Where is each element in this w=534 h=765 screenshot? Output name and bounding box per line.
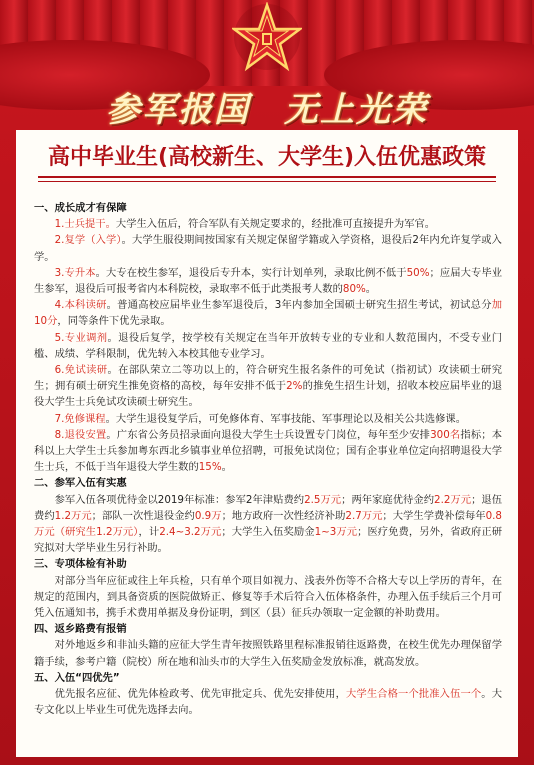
item-2-label: 2.复学（入学）	[54, 234, 122, 247]
sec2-hl-p: 1~3万元	[314, 526, 358, 539]
sec2-text-g: ；部队一次性退役金约	[91, 509, 195, 522]
section-5-heading: 五、入伍“四优先”	[34, 671, 120, 684]
section-4-text: 对外地返乡和非汕头籍的应征大学生青年按照铁路里程标准报销往返路费，在校生优先办理保留学籍手续，参考户籍（院校）所在地和汕头市的大学生入伍奖励金发放标准，就高发放。	[34, 639, 502, 668]
sec2-hl-f: 1.2万元	[54, 509, 92, 522]
item-3-label: 3.专升本	[54, 266, 96, 279]
item-5-label: 5.专业调剂	[54, 331, 108, 344]
item-5-text: 。退役后复学，按学校有关规定在当年开放转专业的专业和人数范围内，不受专业门槛、成绩、学科限制，优先转入本校其他专业学习。	[34, 331, 502, 360]
item-8-text-3: 。	[221, 461, 232, 474]
item-3-text-2: ；应届大专毕业生参军，退役后可报考省内本科院校，录取率不低于此类报考人数的	[34, 266, 502, 296]
section-3-text: 对部分当年应征或往上年兵检，只有单个项目如视力、浅表外伤等不合格大专以上学历的青年，在规定的范围内，到具备资质的医院做矫正、修复等手术后符合入伍体格条件，办理入伍手续后三个月可凭入伍通知书，携手术费用单据及身份证明，到区（县）征兵办领取一定金额的补助费用。	[34, 574, 502, 620]
sec2-text-e: ；退伍费约	[34, 493, 502, 522]
item-3-highlight-2: 80%	[342, 283, 366, 296]
policy-card	[16, 130, 518, 757]
section-1-item-3	[34, 265, 502, 297]
item-4-text-2: ，同等条件下优先录取。	[57, 315, 171, 328]
item-7-text: 。大学生退役复学后，可免修体育、军事技能、军事理论以及相关公共选修课。	[105, 412, 466, 425]
section-1-item-1	[34, 216, 502, 232]
sec2-hl-l: 0.8万元（研究生1.2万元）	[34, 509, 502, 539]
section-5-text	[34, 686, 502, 718]
sec2-text-a: 参军入伍各项优待金以2019年标准：参军2年津贴费约	[54, 493, 305, 506]
item-3-highlight-1: 50%	[406, 266, 430, 279]
policy-body	[34, 200, 502, 719]
section-2-text	[34, 492, 502, 557]
item-6-highlight: 2%	[286, 380, 303, 393]
item-3-text-3: 。	[365, 283, 377, 296]
policy-title: 高中毕业生(高校新生、大学生)入伍优惠政策	[47, 145, 487, 170]
section-1-item-5	[34, 330, 502, 362]
item-3-text: 。大专在校生参军，退役后专升本，实行计划单列，录取比例不低于	[95, 266, 407, 279]
item-1-label: 1.士兵提干。	[54, 218, 116, 231]
item-8-highlight-2: 15%	[198, 461, 222, 474]
section-4-heading: 四、返乡路费有报销	[34, 623, 127, 636]
army-star-emblem-icon	[232, 2, 302, 72]
item-8-highlight-1: 300名	[430, 428, 461, 441]
sec2-text-o: ；大学生入伍奖励金	[221, 526, 315, 539]
section-1-item-2	[34, 232, 502, 264]
slogan-left: 参军报国	[106, 89, 250, 130]
item-7-label: 7.免修课程	[54, 412, 106, 425]
title-rule-top	[38, 176, 496, 178]
item-6-text: 。在部队荣立二等功以上的，符合研究生报名条件的可免试（指初试）攻读硕士研究生；拥有硕士研究生推免资格的高校，每年安排不低于	[34, 364, 502, 393]
item-8-text: 。广东省公务员招录面向退役大学生士兵设置专门岗位，每年至少安排	[106, 428, 431, 441]
sec5-hl-b: 大学生合格一个批准入伍一个	[346, 688, 482, 701]
sec2-text-i: ；地方政府一次性经济补助	[221, 509, 346, 522]
section-1-item-6	[34, 362, 502, 411]
item-1-text: 大学生入伍后，符合军队有关规定要求的，经批准可直接提升为军官。	[115, 218, 436, 231]
section-1-item-7	[34, 411, 502, 427]
slogan-right: 无上光荣	[284, 89, 428, 130]
sec2-hl-h: 0.9万	[194, 509, 222, 522]
sec2-text-c: ；两年家庭优待金约	[341, 493, 435, 506]
sec5-text-c: 。大专文化以上毕业生可优先选择去向。	[34, 688, 503, 717]
item-6-text-2: 的推免生招生计划，招收本校应届毕业的退役大学生士兵免试攻读硕士研究生。	[34, 380, 503, 409]
slogan-banner	[0, 82, 534, 130]
item-6-label: 6.免试读研	[54, 364, 108, 377]
item-4-text: 。普通高校应届毕业生参军退役后，3年内参加全国硕士研究生招生考试，初试总分	[106, 299, 492, 312]
section-1-item-8	[34, 427, 502, 476]
sec2-text-q: ；医疗免费，另外，省政府正研究拟对大学毕业生另行补助。	[34, 526, 503, 555]
sec2-hl-d: 2.2万元	[434, 493, 472, 506]
item-4-highlight: 加10分	[34, 299, 502, 328]
sec2-text-k: ；大学生学费补偿每年	[382, 509, 486, 522]
sec2-hl-j: 2.7万元	[345, 509, 383, 522]
section-1-item-4	[34, 297, 502, 329]
item-8-text-2: 指标；本科以上大学生士兵参加粤东西北乡镇事业单位招聘，可报免试岗位；国有企事业单位定向招聘退役大学生士兵，不低于当年退役大学生数的	[34, 428, 503, 474]
title-rule-bottom	[38, 181, 496, 182]
sec2-hl-b: 2.5万元	[304, 493, 342, 506]
section-2-heading: 二、参军入伍有实惠	[34, 477, 127, 490]
section-3-heading: 三、专项体检有补助	[34, 558, 127, 571]
item-2-text: 。大学生服役期间按国家有关规定保留学籍或入学资格，退役后2年内允许复学或入学。	[34, 234, 502, 263]
sec2-hl-n: 2.4~3.2万元	[159, 526, 222, 539]
section-1-heading: 一、成长成才有保障	[34, 202, 127, 214]
sec2-text-m: ，计	[138, 526, 160, 539]
item-8-label: 8.退役安置	[54, 428, 107, 441]
sec5-text-a: 优先报名应征、优先体检政考、优先审批定兵、优先安排使用，	[54, 688, 346, 701]
item-4-label: 4.本科读研	[54, 299, 107, 312]
